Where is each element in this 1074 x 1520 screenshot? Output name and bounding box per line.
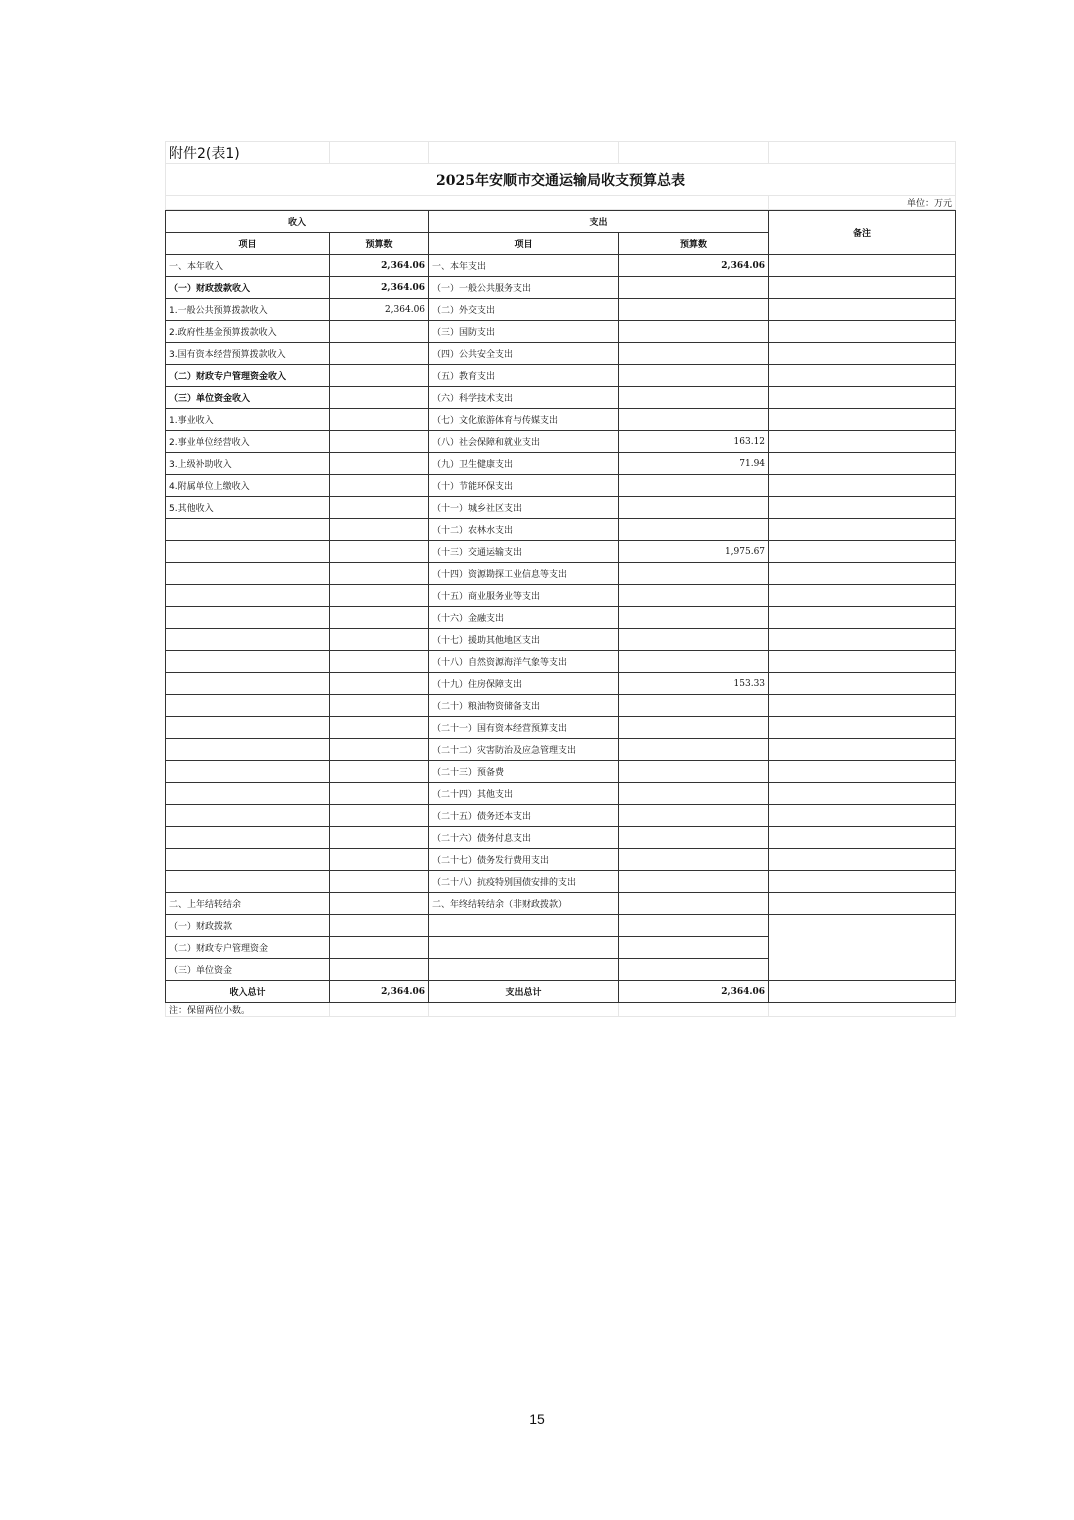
table-row [166, 629, 956, 651]
empty-cell [330, 1003, 429, 1017]
table-row [166, 321, 956, 343]
remark-cell [769, 365, 956, 387]
income-value [330, 365, 429, 387]
remark-cell [769, 431, 956, 453]
expense-item [429, 937, 619, 959]
remark-cell [769, 277, 956, 299]
expense-item [429, 915, 619, 937]
expense-item-header: 项目 [429, 233, 619, 255]
income-value [330, 651, 429, 673]
remark-cell [769, 651, 956, 673]
table-row [166, 585, 956, 607]
remark-cell [769, 519, 956, 541]
income-value: 2,364.06 [330, 277, 429, 299]
expense-value: 2,364.06 [619, 255, 769, 277]
remark-cell [769, 541, 956, 563]
expense-item: 二、年终结转结余（非财政拨款） [429, 893, 619, 915]
income-item [166, 673, 330, 695]
income-total-label: 收入总计 [166, 981, 330, 1003]
table-row [166, 783, 956, 805]
table-row [166, 695, 956, 717]
table-row [166, 717, 956, 739]
table-row [166, 387, 956, 409]
expense-item: （二）外交支出 [429, 299, 619, 321]
income-value [330, 893, 429, 915]
income-item: 2.政府性基金预算拨款收入 [166, 321, 330, 343]
expense-item: （十一）城乡社区支出 [429, 497, 619, 519]
expense-item: （七）文化旅游体育与传媒支出 [429, 409, 619, 431]
income-value [330, 321, 429, 343]
income-value [330, 519, 429, 541]
income-value [330, 761, 429, 783]
remark-cell [769, 409, 956, 431]
expense-value [619, 563, 769, 585]
income-item: 2.事业单位经营收入 [166, 431, 330, 453]
expense-value [619, 827, 769, 849]
income-value [330, 739, 429, 761]
remark-cell [769, 761, 956, 783]
expense-value [619, 717, 769, 739]
income-item-header: 项目 [166, 233, 330, 255]
expense-value [619, 695, 769, 717]
expense-item: （十三）交通运输支出 [429, 541, 619, 563]
remark-cell [769, 255, 956, 277]
income-item [166, 519, 330, 541]
expense-value [619, 365, 769, 387]
income-item [166, 695, 330, 717]
table-row [166, 563, 956, 585]
expense-value [619, 849, 769, 871]
income-value [330, 475, 429, 497]
income-value: 2,364.06 [330, 255, 429, 277]
empty-cell [619, 1003, 769, 1017]
remark-cell [769, 607, 956, 629]
income-item [166, 761, 330, 783]
expense-item: （十七）援助其他地区支出 [429, 629, 619, 651]
income-item [166, 585, 330, 607]
income-item [166, 871, 330, 893]
remark-cell [769, 629, 956, 651]
expense-value [619, 915, 769, 937]
remark-cell [769, 673, 956, 695]
table-row [166, 739, 956, 761]
sheet-header-table [165, 141, 956, 210]
remark-cell [769, 739, 956, 761]
income-value [330, 717, 429, 739]
expense-header: 支出 [429, 211, 769, 233]
income-item: 1.事业收入 [166, 409, 330, 431]
expense-value [619, 343, 769, 365]
expense-value: 71.94 [619, 453, 769, 475]
income-value [330, 629, 429, 651]
remark-cell [769, 453, 956, 475]
carry-value [330, 915, 429, 937]
income-item: 5.其他收入 [166, 497, 330, 519]
income-value [330, 541, 429, 563]
expense-value [619, 387, 769, 409]
table-row [166, 827, 956, 849]
income-item [166, 717, 330, 739]
expense-item: （五）教育支出 [429, 365, 619, 387]
income-value [330, 805, 429, 827]
expense-value [619, 783, 769, 805]
remark-cell [769, 585, 956, 607]
expense-item: （九）卫生健康支出 [429, 453, 619, 475]
income-value [330, 827, 429, 849]
expense-value [619, 651, 769, 673]
table-row [166, 805, 956, 827]
expense-value [619, 321, 769, 343]
income-value [330, 563, 429, 585]
expense-item: （二十）粮油物资储备支出 [429, 695, 619, 717]
note-row [166, 1003, 956, 1017]
income-item: 3.国有资本经营预算拨款收入 [166, 343, 330, 365]
income-item [166, 805, 330, 827]
table-row [166, 607, 956, 629]
remark-cell [769, 563, 956, 585]
expense-total-label: 支出总计 [429, 981, 619, 1003]
carry-item: （二）财政专户管理资金 [166, 937, 330, 959]
remark-cell [769, 915, 956, 981]
expense-value [619, 959, 769, 981]
expense-item: （八）社会保障和就业支出 [429, 431, 619, 453]
remark-cell [769, 871, 956, 893]
table-row [166, 871, 956, 893]
expense-item: （二十五）债务还本支出 [429, 805, 619, 827]
remark-cell [769, 827, 956, 849]
unit-label: 单位：万元 [769, 196, 956, 210]
expense-item: （三）国防支出 [429, 321, 619, 343]
expense-item: （六）科学技术支出 [429, 387, 619, 409]
remark-cell [769, 849, 956, 871]
carry-item: （一）财政拨款 [166, 915, 330, 937]
income-item: 4.附属单位上缴收入 [166, 475, 330, 497]
expense-item: （二十四）其他支出 [429, 783, 619, 805]
table-row [166, 409, 956, 431]
expense-item: （二十八）抗疫特别国债安排的支出 [429, 871, 619, 893]
income-value [330, 431, 429, 453]
income-item [166, 629, 330, 651]
expense-item: （十）节能环保支出 [429, 475, 619, 497]
expense-total-value: 2,364.06 [619, 981, 769, 1003]
expense-value: 163.12 [619, 431, 769, 453]
expense-value [619, 519, 769, 541]
income-value [330, 673, 429, 695]
expense-item: （十二）农林水支出 [429, 519, 619, 541]
table-row [166, 651, 956, 673]
income-value [330, 783, 429, 805]
remark-cell [769, 497, 956, 519]
expense-value [619, 409, 769, 431]
remark-cell [769, 387, 956, 409]
income-value [330, 409, 429, 431]
expense-value [619, 629, 769, 651]
table-row [166, 453, 956, 475]
carry-value [330, 937, 429, 959]
table-row [166, 255, 956, 277]
expense-item: （十五）商业服务业等支出 [429, 585, 619, 607]
expense-item: （二十六）债务付息支出 [429, 827, 619, 849]
table-row [166, 365, 956, 387]
expense-item: （十八）自然资源海洋气象等支出 [429, 651, 619, 673]
remark-cell [769, 805, 956, 827]
expense-value [619, 893, 769, 915]
empty-cell [429, 1003, 619, 1017]
expense-item: （十九）住房保障支出 [429, 673, 619, 695]
expense-value [619, 871, 769, 893]
income-item [166, 651, 330, 673]
attachment-label: 附件2(表1) [166, 142, 330, 164]
table-row [166, 849, 956, 871]
expense-value [619, 761, 769, 783]
remark-cell [769, 893, 956, 915]
expense-item: （一）一般公共服务支出 [429, 277, 619, 299]
budget-sheet [165, 141, 955, 1017]
remark-cell [769, 783, 956, 805]
remark-cell [769, 475, 956, 497]
empty-cell [769, 1003, 956, 1017]
expense-value [619, 277, 769, 299]
carry-value [330, 959, 429, 981]
income-value [330, 849, 429, 871]
table-row [166, 497, 956, 519]
budget-table [165, 210, 956, 1017]
expense-value [619, 299, 769, 321]
income-item: 3.上级补助收入 [166, 453, 330, 475]
income-item [166, 563, 330, 585]
income-total-value: 2,364.06 [330, 981, 429, 1003]
income-item: （三）单位资金收入 [166, 387, 330, 409]
table-row [166, 541, 956, 563]
table-row [166, 915, 956, 937]
remark-cell [769, 299, 956, 321]
income-budget-header: 预算数 [330, 233, 429, 255]
income-item: （一）财政拨款收入 [166, 277, 330, 299]
income-value [330, 497, 429, 519]
expense-item: 一、本年支出 [429, 255, 619, 277]
income-item [166, 849, 330, 871]
expense-value: 1,975.67 [619, 541, 769, 563]
expense-value [619, 585, 769, 607]
remark-cell [769, 695, 956, 717]
expense-value [619, 937, 769, 959]
expense-value [619, 739, 769, 761]
expense-value: 153.33 [619, 673, 769, 695]
page-number: 15 [529, 1411, 545, 1427]
income-value [330, 343, 429, 365]
income-value: 2,364.06 [330, 299, 429, 321]
expense-value [619, 497, 769, 519]
income-item [166, 739, 330, 761]
expense-item [429, 959, 619, 981]
expense-value [619, 805, 769, 827]
expense-item: （四）公共安全支出 [429, 343, 619, 365]
expense-item: （二十二）灾害防治及应急管理支出 [429, 739, 619, 761]
table-row [166, 475, 956, 497]
income-item: 一、本年收入 [166, 255, 330, 277]
table-note: 注：保留两位小数。 [166, 1003, 330, 1017]
table-row [166, 519, 956, 541]
income-item [166, 541, 330, 563]
table-row [166, 673, 956, 695]
table-row [166, 761, 956, 783]
expense-item: （二十三）预备费 [429, 761, 619, 783]
expense-item: （十六）金融支出 [429, 607, 619, 629]
carry-item: （三）单位资金 [166, 959, 330, 981]
income-value [330, 607, 429, 629]
income-item [166, 783, 330, 805]
income-header: 收入 [166, 211, 429, 233]
income-item: 二、上年结转结余 [166, 893, 330, 915]
table-row [166, 343, 956, 365]
remark-cell [769, 321, 956, 343]
income-item [166, 607, 330, 629]
table-title: 2025年安顺市交通运输局收支预算总表 [166, 164, 956, 196]
table-row [166, 431, 956, 453]
totals-row [166, 981, 956, 1003]
remark-cell [769, 981, 956, 1003]
expense-item: （十四）资源勘探工业信息等支出 [429, 563, 619, 585]
income-item: （二）财政专户管理资金收入 [166, 365, 330, 387]
table-row [166, 277, 956, 299]
income-item [166, 827, 330, 849]
remark-header: 备注 [769, 211, 956, 255]
remark-cell [769, 717, 956, 739]
income-value [330, 585, 429, 607]
table-row [166, 893, 956, 915]
income-item: 1.一般公共预算拨款收入 [166, 299, 330, 321]
expense-value [619, 475, 769, 497]
expense-item: （二十七）债务发行费用支出 [429, 849, 619, 871]
income-value [330, 695, 429, 717]
remark-cell [769, 343, 956, 365]
income-value [330, 453, 429, 475]
income-value [330, 871, 429, 893]
expense-budget-header: 预算数 [619, 233, 769, 255]
expense-value [619, 607, 769, 629]
income-value [330, 387, 429, 409]
expense-item: （二十一）国有资本经营预算支出 [429, 717, 619, 739]
table-row [166, 299, 956, 321]
